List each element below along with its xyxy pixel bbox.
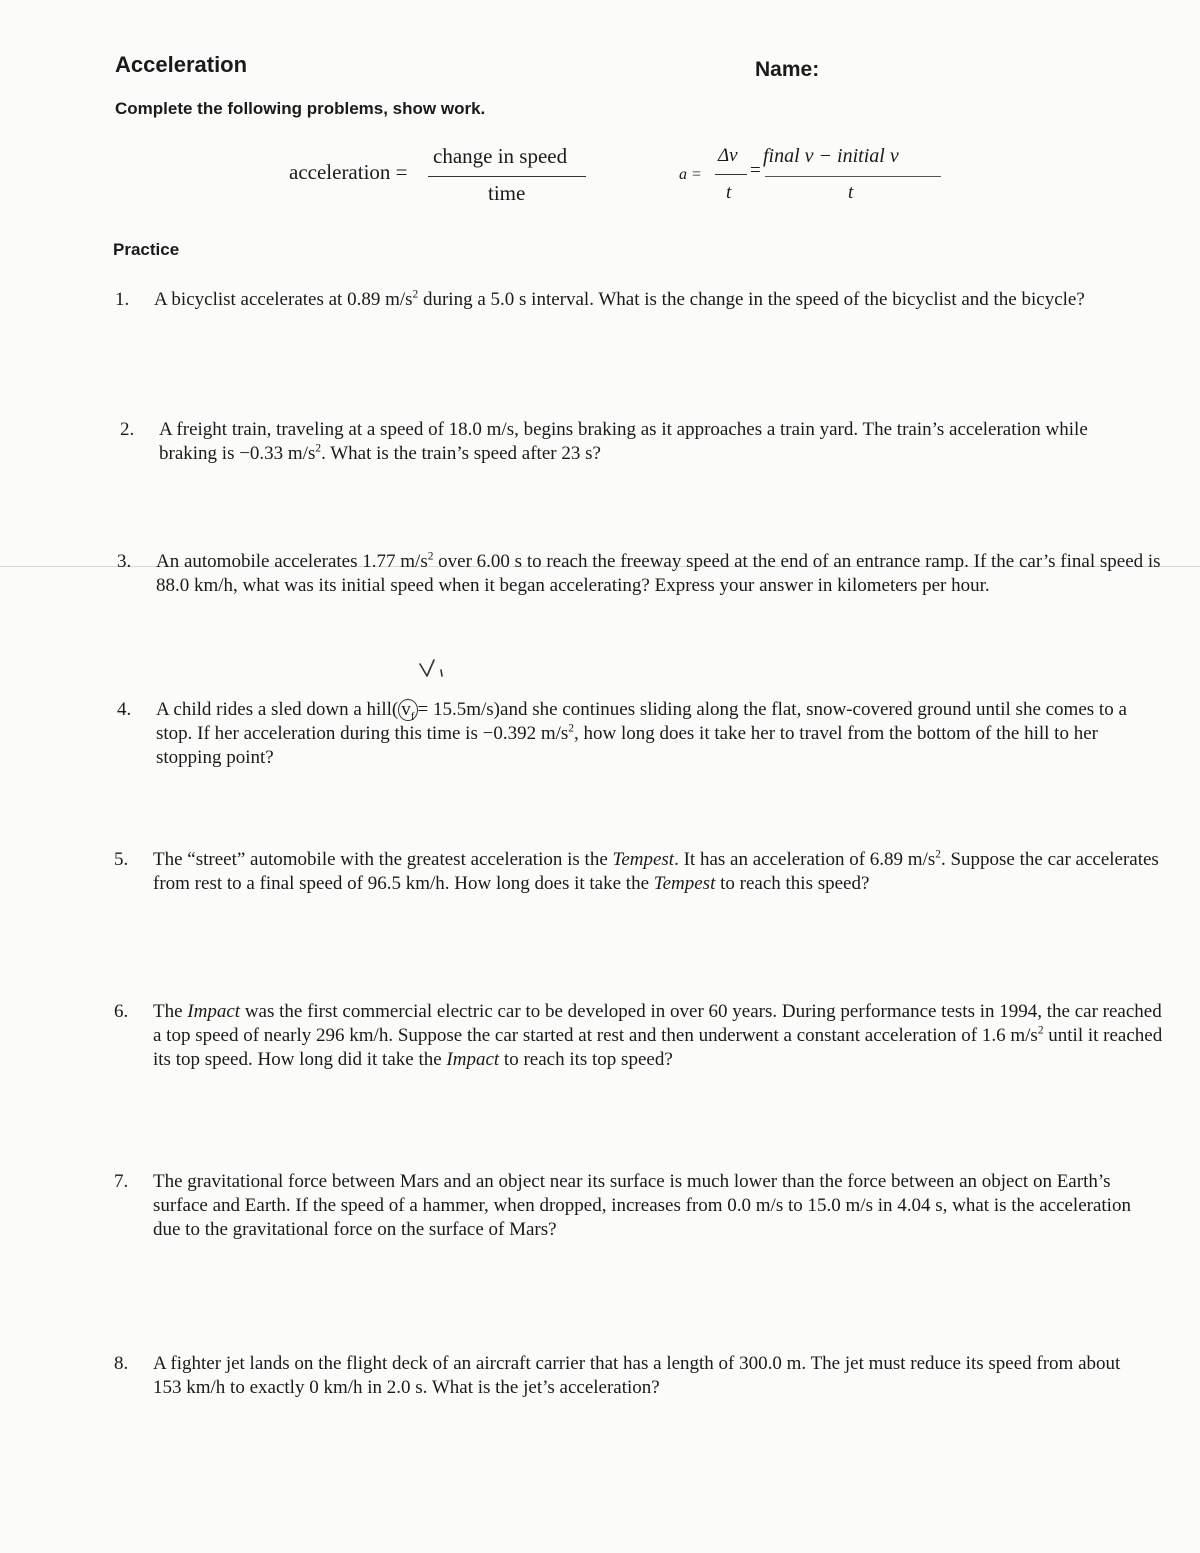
- formula-symbol-delta-v: Δv: [718, 145, 738, 166]
- problem-text: . What is the train’s speed after 23 s?: [321, 443, 601, 465]
- problem-2: [120, 418, 1099, 466]
- formula-symbol-a: a =: [679, 166, 702, 183]
- problem-number: 3.: [117, 551, 132, 572]
- formula-symbol-t2: t: [848, 182, 854, 203]
- problem-number: 7.: [114, 1171, 129, 1192]
- superscript: 2: [315, 442, 322, 455]
- superscript: 2: [412, 288, 419, 301]
- problem-number: 5.: [114, 849, 129, 870]
- problem-text: The “street” automobile with the greatest acceleration is the: [153, 849, 613, 870]
- instructions: Complete the following problems, show work.: [115, 99, 486, 118]
- italic-name: Tempest: [653, 873, 716, 895]
- formula-symbol-bar-1: [715, 174, 747, 175]
- italic-name: Impact: [187, 1001, 241, 1022]
- problem-number: 8.: [114, 1353, 129, 1374]
- problem-6: [114, 1000, 1163, 1072]
- problem-text: A child rides a sled down a hill: [156, 699, 392, 720]
- problem-text: An automobile accelerates 1.77 m/s: [156, 551, 428, 572]
- problem-text: and she continues sliding along the flat, snow-covered ground until she comes to a stop. If her acceleration during this time is −0.392 m/s: [156, 699, 1127, 745]
- problem-text: . It has an acceleration of 6.89 m/s: [674, 849, 936, 870]
- problem-4: 4. A child rides a sled down a hill( $v_f = 15.5m/s)and$ she continues sliding along the flat, snow-covered ground until she comes to a stop. If her acceleration during this time is −0.392 $m/s^2$, how long does it take her to travel from the bottom of the hill to her stopping point?: [117, 699, 1127, 769]
- problem-number: 1.: [115, 289, 130, 310]
- formula-symbol-t1: t: [726, 182, 732, 203]
- problem-text: to reach its top speed?: [499, 1049, 673, 1071]
- problem-text: , how long does it take her to travel from the bottom of the hill to her stopping point?: [156, 723, 1098, 769]
- problem-text: until it reached its top speed. How long did it take the: [153, 1025, 1163, 1071]
- problem-5: [114, 848, 1171, 896]
- section-title: Practice: [113, 240, 180, 259]
- superscript: 2: [935, 848, 941, 861]
- problem-text: to reach this speed?: [715, 873, 870, 895]
- problem-text: A fighter jet lands on the flight deck of an aircraft carrier that has a length of 300.0 m. The jet must reduce its speed from about 153 km/h to exactly 0 km/h in 2.0 s. What is the jet’s acceleration?: [153, 1353, 1121, 1399]
- problem-8: [114, 1352, 1143, 1400]
- problem-text: . Suppose the car accelerates from rest to a final speed of 96.5 km/h. How long does it take the: [153, 849, 1159, 895]
- superscript: 2: [427, 550, 434, 563]
- formula-word-fraction-bar: [428, 176, 586, 177]
- problem-number: 2.: [120, 419, 135, 440]
- problem-text: The: [153, 1001, 188, 1022]
- problem-7: [114, 1170, 1143, 1242]
- superscript: 2: [1037, 1024, 1044, 1037]
- superscript: 2: [568, 722, 574, 735]
- formula-symbol-bar-2: [765, 176, 941, 177]
- formula-word-label: acceleration =: [289, 160, 408, 184]
- problem-text: A freight train, traveling at a speed of 18.0 m/s, begins braking as it approaches a train yard. The train’s acceleration while braking is −0.33 m/s: [159, 419, 1088, 465]
- problem-text: was the first commercial electric car to be developed in over 60 years. During performance tests in 1994, the car reached a top speed of nearly 296 km/h. Suppose the car started at rest and then underwent a constant acceleration of 1.6 m/s: [153, 1001, 1162, 1047]
- problem-text: The gravitational force between Mars and an object near its surface is much lower than the force between an object on Earth’s surface and Earth. If the speed of a hammer, when dropped, increases from 0.0 m/s to 15.0 m/s in 4.04 s, what is the acceleration due to the gravitational force on the surface of Mars?: [153, 1171, 1131, 1241]
- problem-1: [115, 288, 1174, 312]
- formula-symbol-numerator: final v − initial v: [763, 145, 899, 167]
- worksheet-title: Acceleration: [115, 52, 248, 77]
- problem-text: A bicyclist accelerates at 0.89 m/s: [154, 289, 413, 310]
- problem-number: 6.: [114, 1001, 129, 1022]
- name-label: Name:: [755, 58, 820, 81]
- circled-velocity: $v_f$: [398, 699, 417, 721]
- problem-text: = 15.5m/s): [417, 699, 501, 720]
- formula-word-denominator: time: [488, 181, 526, 205]
- italic-name: Impact: [446, 1049, 500, 1071]
- formula-symbol-equals: =: [750, 160, 761, 181]
- problem-text: during a 5.0 s interval. What is the change in the speed of the bicyclist and the bicycle?: [418, 289, 1085, 310]
- formula-word-numerator: change in speed: [433, 144, 568, 168]
- problem-3: [117, 550, 1166, 598]
- problem-text: over 6.00 s to reach the freeway speed at the end of an entrance ramp. If the car’s final speed is 88.0 km/h, what was its initial speed when it began accelerating? Express your answer in kilometers per hour.: [156, 551, 1161, 597]
- italic-name: Tempest: [612, 849, 675, 870]
- handwritten-checkmark-icon: [417, 656, 449, 682]
- problem-number: 4.: [117, 699, 132, 720]
